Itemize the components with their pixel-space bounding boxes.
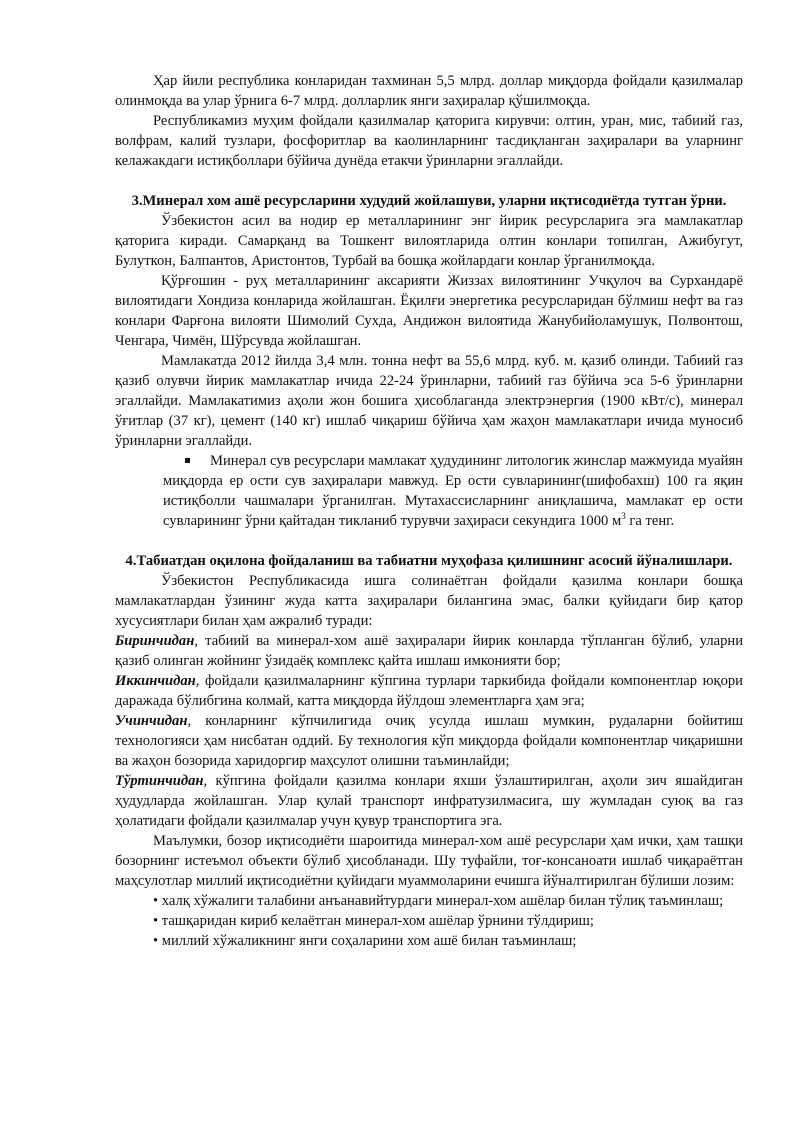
superscript: 3	[621, 511, 626, 522]
section-3-paragraph-2: Қўрғошин - руҳ металларининг аксарияти Жиззах вилоятининг Учқулоч ва Сурхандарё вилоятидаги Хондиза конларида жойлашган. Ёқилғи энергетика ресурсларидан бўлмиш нефт ва газ конлари Фарғона вилояти Шимолий Сухда, Андижон вилоятида Жанубийоламушук, Полвонтош, Ченгара, Чимён, Шўрсувда жойлашган.	[115, 273, 743, 349]
bullet-paragraph	[163, 451, 743, 531]
point-lead: Тўртинчидан	[115, 773, 204, 789]
section-3-title: 3.Минерал хом ашё ресурсларини худудий жойлашуви, уларни иқтисодиётда тутган ўрни.	[131, 193, 727, 209]
bullet-text: Минерал сув ресурслари мамлакат ҳудудининг литологик жинслар мажмуида муайян миқдорда ер ости сув заҳиралари мавжуд. Ер ости сувларининг(шифобахш) 100 га яқин истиқболли чашмалари ўрганилган. Мутахассисларнинг аниқлашича, мамлакат ер ости сувларининг ўрни қайтадан тикланиб турувчи заҳираси секундига 1000 м	[163, 453, 743, 529]
dot-list-item: • миллий хўжаликнинг янги соҳаларини хом ашё билан таъминлаш;	[153, 933, 577, 949]
paragraph-minerals: Республикамиз муҳим фойдали қазилмалар қаторига кирувчи: олтин, уран, мис, табиий газ, волфрам, калий тузлари, фосфоритлар ва каолинларнинг тасдиқланган заҳиралари ва уларнинг келажакдаги истиқболлари бўйича дунёда етакчи ўринларни эгаллайди.	[115, 113, 743, 169]
bullet-list-item	[115, 451, 743, 531]
dot-list-item: • ташқаридан кириб келаётган минерал-хом ашёлар ўрнини тўлдириш;	[153, 913, 594, 929]
point-lead: Иккинчидан	[115, 673, 196, 689]
point-fourth	[115, 771, 743, 831]
point-lead: Биринчидан	[115, 633, 195, 649]
point-text: , табиий ва минерал-хом ашё заҳиралари йирик конларда тўпланган бўлиб, уларни қазиб олинган жойнинг ўзидаёқ комплекс қайта ишлаш имконияти бор;	[115, 633, 743, 669]
section-4-intro: Ўзбекистон Республикасида ишга солинаётган фойдали қазилма конлари бошқа мамлакатлардан ўзининг жуда катта заҳиралари билангина эмас, балки қуйидаги бир қатор хусусиятлари билан ҳам ажралиб туради:	[115, 573, 743, 629]
section-3-paragraph-1: Ўзбекистон асил ва нодир ер металларининг энг йирик ресурсларига эга мамлакатлар қаторига киради. Самарқанд ва Тошкент вилоятларида олтин конлари топилган, Ажибугут, Булуткон, Балпантов, Аристонтов, Турбай ва бошқа жойлардаги конлар ўрганилмоқда.	[115, 213, 743, 269]
closing-paragraph: Маълумки, бозор иқтисодиёти шароитида минерал-хом ашё ресурслари ҳам ички, ҳам ташқи бозорнинг истеъмол объекти бўлиб ҳисобланади. Шу туфайли, тоғ-консаноати ишлаб чиқараётган маҳсулотлар миллий иқтисодиётни қуйидаги муаммоларини ечишга йўналтирилган бўлиши лозим:	[115, 833, 743, 889]
bullet-tail: га тенг.	[625, 513, 675, 529]
dot-list-item: • халқ хўжалиги талабини анъанавийтурдаги минерал-хом ашёлар билан тўлиқ таъминлаш;	[153, 893, 724, 909]
point-second	[115, 671, 743, 711]
section-3-paragraph-3: Мамлакатда 2012 йилда 3,4 млн. тонна нефт ва 55,6 млрд. куб. м. қазиб олинди. Табиий газ қазиб олувчи йирик мамлакатлар ичида 22-24 ўринларни, табиий газ бўйича эса 5-6 ўринларни эгаллайди. Мамлакатимиз аҳоли жон бошига ҳисоблаганда электрэнергия (1900 кВт/с), минерал ўғитлар (37 кг), цемент (140 кг) ишлаб чиқариш бўйича ҳам жаҳон мамлакатлари ичида муносиб ўринларни эгаллайди.	[115, 353, 743, 449]
point-text: , кўпгина фойдали қазилма конлари яхши ўзлаштирилган, аҳоли зич яшайдиган ҳудудларда жойлашган. Улар қулай транспорт инфратузилмасига, шу жумладан суюқ ва газ ҳолатидаги фойдали қазилмалар учун қувур транспортига эга.	[115, 773, 743, 829]
point-third	[115, 711, 743, 771]
point-text: , фойдали қазилмаларнинг кўпгина турлари таркибида фойдали компонентлар юқори даражада бўлибгина колмай, катта миқдорда йўлдош элементларга ҳам эга;	[115, 673, 743, 709]
section-4-title: 4.Табиатдан оқилона фойдаланиш ва табиатни муҳофаза қилишнинг асосий йўналишлари.	[125, 553, 733, 569]
square-bullet-icon	[185, 458, 190, 463]
paragraph-reserves: Ҳар йили республика конларидан тахминан 5,5 млрд. доллар миқдорда фойдали қазилмалар олинмоқда ва улар ўрнига 6-7 млрд. долларлик янги заҳиралар қўшилмоқда.	[115, 73, 743, 109]
point-first	[115, 631, 743, 671]
point-text: , конларнинг кўпчилигида очиқ усулда ишлаш мумкин, рудаларни бойитиш технологияси ҳам нисбатан оддий. Бу технология кўп миқдорда фойдали компонентлар чиқаришни ва жаҳон бозорида харидоргир маҳсулот олишни таъминлайди;	[115, 713, 743, 769]
point-lead: Учинчидан	[115, 713, 188, 729]
document-page	[115, 71, 743, 951]
